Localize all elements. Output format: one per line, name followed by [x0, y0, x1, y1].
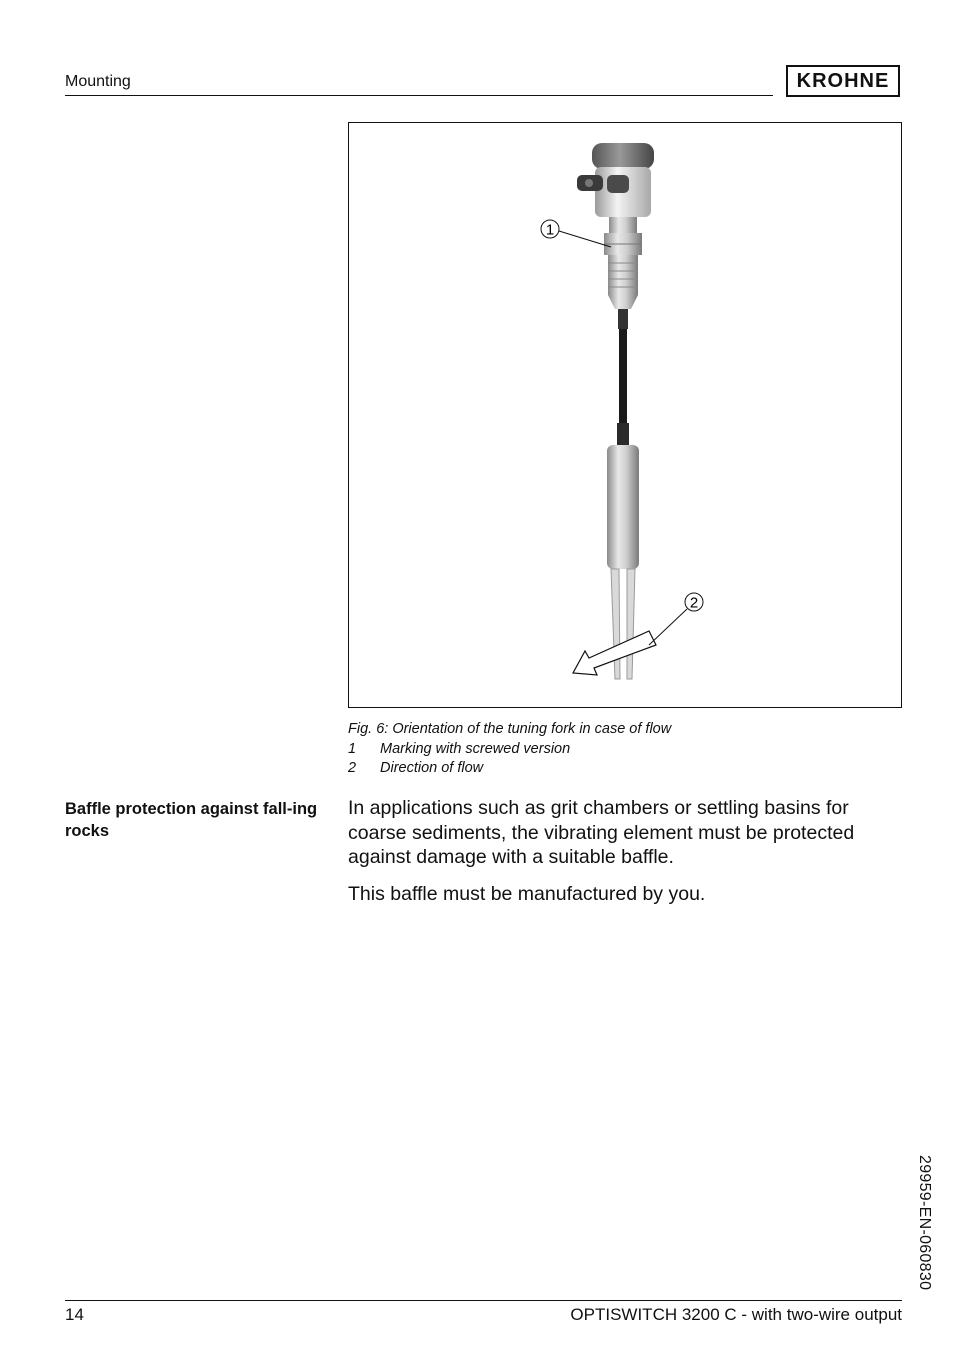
footer-title: OPTISWITCH 3200 C - with two-wire output: [570, 1305, 902, 1324]
footer-rule: [65, 1300, 902, 1301]
header-rule: [65, 95, 773, 96]
hex-nut-marking: [604, 233, 642, 255]
housing-lid: [592, 143, 654, 169]
legend-text: Direction of flow: [380, 760, 484, 776]
process-thread: [608, 255, 638, 295]
figure-frame: [348, 122, 902, 708]
sensor-tube: [607, 445, 639, 569]
suspension-cable: [617, 309, 629, 445]
legend-item: [348, 740, 671, 760]
legend-item: [348, 759, 671, 779]
section-body: [348, 796, 904, 918]
krohne-logo: KROHNE: [786, 65, 900, 97]
thread-taper: [608, 295, 638, 309]
body-paragraph: In applications such as grit chambers or settling basins for coarse sediments, the vibrating element must be protected against damage with a suitable baffle.: [348, 797, 855, 868]
section-heading: Baffle protection against fall-ing rocks: [65, 800, 318, 840]
document-code: 29959-EN-060830: [916, 1155, 933, 1291]
header-section-label: Mounting: [65, 73, 131, 90]
body-paragraph: This baffle must be manufactured by you.: [348, 882, 706, 905]
figure-caption-block: [348, 720, 671, 779]
tuning-fork-tines: [611, 569, 635, 679]
legend-text: Marking with screwed version: [380, 740, 571, 757]
page-number: 14: [65, 1305, 84, 1324]
callout-2-label: 2: [689, 594, 699, 612]
housing-neck: [609, 217, 637, 233]
callout-1-label: 1: [545, 221, 555, 239]
legend-number: 1: [348, 740, 357, 757]
legend-number: 2: [348, 760, 357, 776]
figure-caption: Fig. 6: Orientation of the tuning fork in case of flow: [348, 721, 672, 737]
tuning-fork-illustration: [349, 123, 901, 707]
